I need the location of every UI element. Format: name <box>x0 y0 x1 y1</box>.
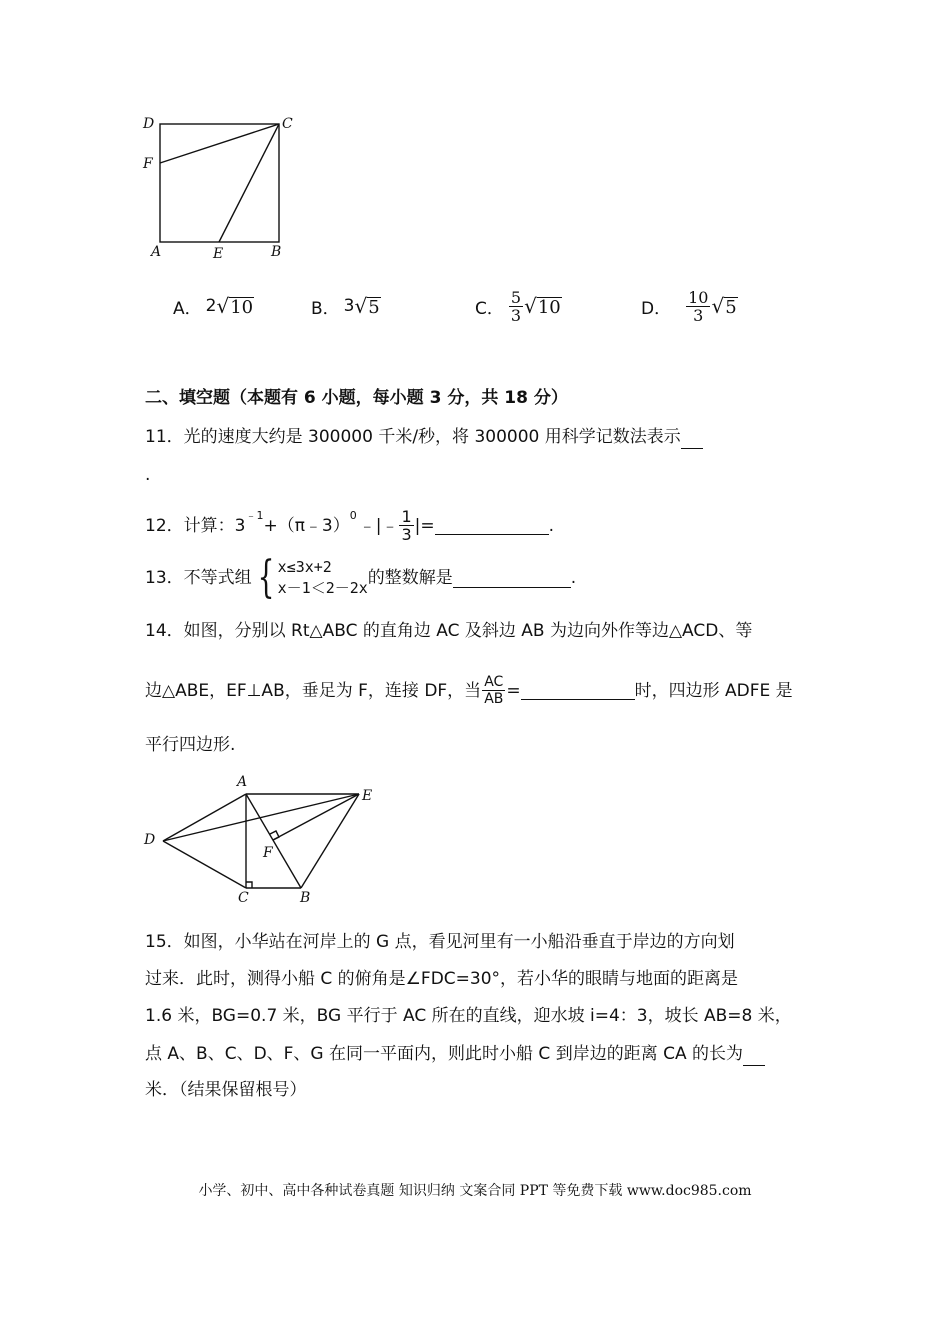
label-c: C <box>282 116 293 132</box>
label-f2: F <box>263 845 273 861</box>
q13-blank[interactable] <box>453 569 571 588</box>
q12-abs: ﹣|﹣ <box>358 515 399 536</box>
option-c-fraction <box>509 289 523 324</box>
section-title: 二、填空题（本题有 6 小题，每小题 3 分，共 18 分） <box>145 388 568 408</box>
q11-blank[interactable] <box>681 430 703 449</box>
option-a-radicand: 10 <box>230 296 254 318</box>
label-a2: A <box>237 774 248 790</box>
label-b: B <box>271 244 282 260</box>
q15-line4-text: 点 A、B、C、D、F、G 在同一平面内，则此时小船 C 到岸边的距离 CA 的长为 <box>145 1044 743 1064</box>
label-e2: E <box>362 788 373 804</box>
q15-line2: 过来．此时，测得小船 C 的俯角是∠FDC=30°，若小华的眼睛与地面的距离是 <box>145 969 739 989</box>
option-d-letter: D． <box>641 298 672 319</box>
q11-text: 11．光的速度大约是 300000 千米/秒，将 300000 用科学记数法表示 <box>145 427 681 447</box>
option-c-num: 5 <box>510 287 522 307</box>
option-d-sqrt: √ 5 <box>711 293 737 318</box>
option-c-letter: C． <box>475 298 504 319</box>
q12-num: 1 <box>401 507 412 526</box>
figure-square <box>140 110 310 270</box>
q14-frac-num: AC <box>484 674 504 690</box>
q13-suffix: 的整数解是 <box>367 568 453 588</box>
q14-line2-prefix: 边△ABE，EF⊥AB，垂足为 F，连接 DF，当 <box>145 680 482 701</box>
q12-exponent: ﹣1 <box>245 509 264 522</box>
q15-line5: 米．（结果保留根号） <box>145 1080 307 1100</box>
label-d2: D <box>144 832 156 848</box>
q15-blank[interactable] <box>743 1047 765 1066</box>
figure-quadrilateral <box>140 772 380 912</box>
option-d-num: 10 <box>688 287 709 307</box>
label-e: E <box>213 246 224 262</box>
question-13 <box>145 552 577 603</box>
option-d-radicand: 5 <box>725 296 737 318</box>
label-d: D <box>143 116 155 132</box>
option-a-letter: A． <box>173 298 202 319</box>
q15-line1: 15．如图，小华站在河岸上的 G 点，看见河里有一小船沿垂直于岸边的方向划 <box>145 932 735 952</box>
q15-line3: 1.6 米，BG=0.7 米，BG 平行于 AC 所在的直线，迎水坡 i=4：3，坡长 AB=8 米， <box>145 1006 792 1026</box>
option-a-sqrt: √ 10 <box>216 293 254 318</box>
question-11 <box>145 425 703 449</box>
q13-line1: x≤3x+2 <box>277 558 332 576</box>
q14-eq: = <box>506 680 521 701</box>
option-d-fraction <box>686 289 710 324</box>
q14-fraction <box>482 674 505 707</box>
q14-line2-suffix: 时，四边形 ADFE 是 <box>634 680 793 701</box>
option-a-coef: 2 <box>205 296 217 316</box>
q14-frac-den: AB <box>484 691 504 707</box>
option-d[interactable] <box>641 286 738 326</box>
q12-den: 3 <box>401 525 412 544</box>
option-b-letter: B． <box>311 298 340 319</box>
q12-after: |= <box>414 515 435 536</box>
q12-exponent2: 0 <box>349 509 357 522</box>
option-b-coef: 3 <box>343 296 355 316</box>
label-a: A <box>151 244 162 260</box>
label-b2: B <box>300 890 311 906</box>
option-b-sqrt: √ 5 <box>354 293 380 318</box>
label-f: F <box>143 156 153 172</box>
q11-line2: . <box>145 465 151 485</box>
q15-line4 <box>145 1042 765 1066</box>
q14-blank[interactable] <box>521 681 635 700</box>
option-b-radicand: 5 <box>368 296 380 318</box>
option-c[interactable] <box>475 286 562 326</box>
q13-end: . <box>570 568 577 588</box>
q12-mid: +（π﹣3） <box>263 515 350 536</box>
question-12 <box>145 508 554 543</box>
option-d-den: 3 <box>693 305 704 325</box>
option-c-sqrt: √ 10 <box>524 293 561 318</box>
q13-line2: x－1＜2－2x <box>277 579 368 597</box>
label-c2: C <box>238 890 249 906</box>
brace-icon: { <box>257 552 275 603</box>
q14-line2 <box>145 674 793 707</box>
q12-fraction <box>399 508 413 543</box>
q14-line3: 平行四边形. <box>145 735 236 755</box>
q12-prefix: 12．计算：3 <box>145 515 246 536</box>
q13-system <box>252 552 368 603</box>
q12-blank[interactable] <box>435 516 549 535</box>
q13-prefix: 13．不等式组 <box>145 568 252 588</box>
q14-line1: 14．如图，分别以 Rt△ABC 的直角边 AC 及斜边 AB 为边向外作等边△ACD、等 <box>145 621 753 641</box>
option-c-den: 3 <box>510 305 522 325</box>
option-a[interactable] <box>173 286 254 326</box>
option-b[interactable] <box>311 286 381 326</box>
q12-end: . <box>548 515 555 536</box>
footer: 小学、初中、高中各种试卷真题 知识归纳 文案合同 PPT 等免费下载 www.doc985.com <box>198 1183 752 1199</box>
option-c-radicand: 10 <box>537 296 561 318</box>
